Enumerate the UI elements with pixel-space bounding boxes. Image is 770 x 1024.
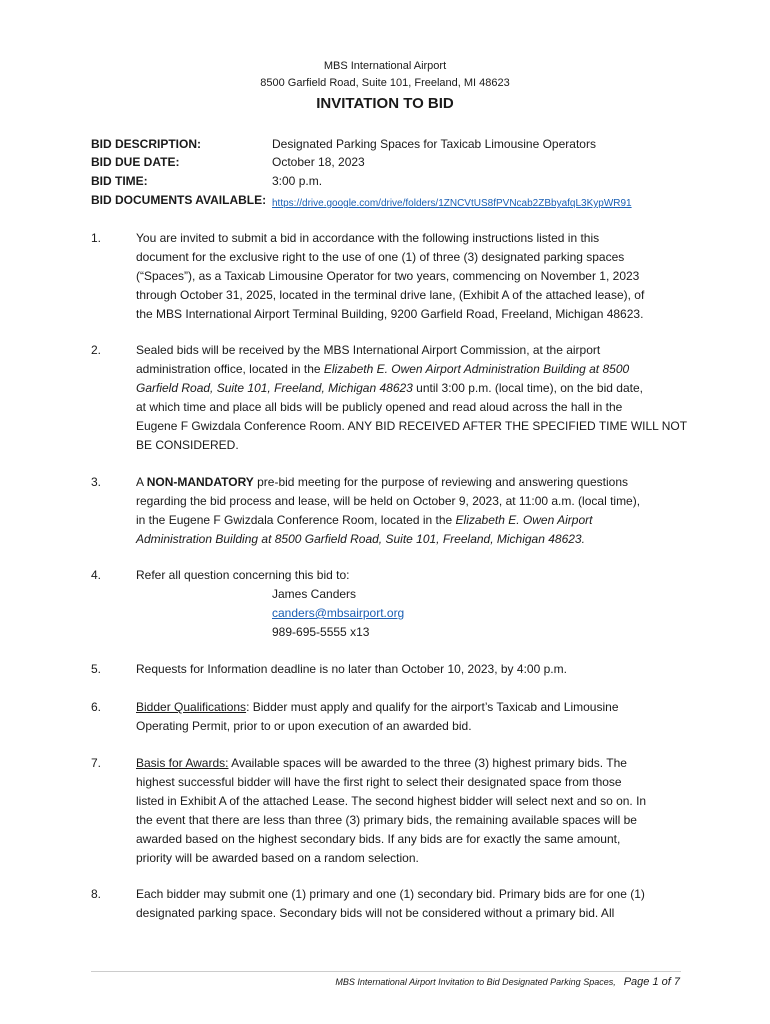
bid-description-value: Designated Parking Spaces for Taxicab Limousine Operators <box>272 137 596 151</box>
org-address: 8500 Garfield Road, Suite 101, Freeland, MI 48623 <box>260 77 510 89</box>
item-2-text: until 3:00 p.m. (local time), on the bid date, <box>412 380 643 395</box>
item-6-underlined-text: Bidder Qualifications <box>136 700 247 714</box>
item-8-line: Each bidder may submit one (1) primary and one (1) secondary bid. Primary bids are for one (1) <box>136 887 645 901</box>
item-7-line: awarded based on the highest secondary bids. If any bids are for exactly the same amount, <box>136 831 621 846</box>
item-4-number: 4. <box>91 568 102 582</box>
bid-documents-link[interactable]: https://drive.google.com/drive/folders/1ZNCVtUS8fPVNcab2ZBbyafqL3KypWR91 <box>272 198 632 209</box>
item-3-bold-text: NON-MANDATORY <box>146 475 254 489</box>
item-3-line <box>136 473 684 492</box>
item-6-paragraph <box>136 698 684 736</box>
item-4-paragraph <box>136 566 684 585</box>
item-8-line: designated parking space. Secondary bids will not be considered without a primary bid. All <box>136 905 615 920</box>
item-7-line: the event that there are less than three (3) primary bids, the remaining available spaces will be <box>136 812 637 827</box>
item-3-line <box>136 530 684 549</box>
page-number: Page 1 of 7 <box>623 976 680 988</box>
org-name: MBS International Airport <box>323 60 447 72</box>
item-3-text: A <box>136 475 147 489</box>
item-1-paragraph <box>136 229 684 324</box>
item-3-text: pre-bid meeting for the purpose of reviewing and answering questions <box>253 475 629 489</box>
item-2-number: 2. <box>91 343 102 357</box>
item-2-paragraph <box>136 341 688 454</box>
contact-name: James Canders <box>272 587 357 601</box>
item-2-line: Sealed bids will be received by the MBS International Airport Commission, at the airport <box>136 343 601 357</box>
bid-time-value: 3:00 p.m. <box>272 174 323 188</box>
item-7-number: 7. <box>91 756 102 770</box>
item-3-italic-text: Elizabeth E. Owen Airport <box>455 512 593 527</box>
footer-text: MBS International Airport Invitation to Bid Designated Parking Spaces, <box>335 977 616 987</box>
item-5-paragraph <box>136 660 684 679</box>
item-8-number: 8. <box>91 887 102 901</box>
contact-email-link[interactable]: canders@mbsairport.org <box>272 605 405 620</box>
bid-documents-link-wrap <box>272 195 632 209</box>
item-1-number: 1. <box>91 231 102 245</box>
item-2-text: administration office, located in the <box>136 361 324 376</box>
bid-due-date-value: October 18, 2023 <box>272 155 365 169</box>
item-7-line <box>136 754 684 773</box>
item-7-line: highest successful bidder will have the first right to select their designated space from those <box>136 774 622 789</box>
item-7-text: Available spaces will be awarded to the three (3) highest primary bids. The <box>228 756 627 770</box>
contact-block <box>272 585 404 642</box>
item-5-line: Requests for Information deadline is no later than October 10, 2023, by 4:00 p.m. <box>136 662 567 676</box>
item-2-line: Eugene F Gwizdala Conference Room. ANY BID RECEIVED AFTER THE SPECIFIED TIME WILL NOT <box>136 418 688 433</box>
item-6-line <box>136 698 684 717</box>
item-1-line: through October 31, 2025, located in the terminal drive lane, (Exhibit A of the attached lease), of <box>136 287 645 302</box>
item-8-paragraph <box>136 885 684 923</box>
item-3-line <box>136 511 684 530</box>
item-1-line: document for the exclusive right to the use of one (1) of three (3) designated parking spaces <box>136 249 625 264</box>
item-2-line: BE CONSIDERED. <box>136 437 239 452</box>
bid-description-label: BID DESCRIPTION: <box>91 137 202 151</box>
item-7-line: listed in Exhibit A of the attached Lease. The second highest bidder will select next and so on. In <box>136 793 647 808</box>
item-7-paragraph <box>136 754 684 867</box>
item-3-paragraph <box>136 473 684 549</box>
item-1-line: You are invited to submit a bid in accordance with the following instructions listed in this <box>136 231 600 245</box>
item-1-line: the MBS International Airport Terminal Building, 9200 Garfield Road, Freeland, Michigan 48623. <box>136 306 644 321</box>
item-4-line: Refer all question concerning this bid to: <box>136 568 350 582</box>
item-7-underlined-text: Basis for Awards: <box>136 756 229 770</box>
item-2-line: at which time and place all bids will be publicly opened and read aloud across the hall in the <box>136 399 623 414</box>
item-6-number: 6. <box>91 700 102 714</box>
item-3-text: in the Eugene F Gwizdala Conference Room, located in the <box>136 512 456 527</box>
item-1-line: (“Spaces”), as a Taxicab Limousine Operator for two years, commencing on November 1, 2023 <box>136 268 640 283</box>
item-3-line: regarding the bid process and lease, will be held on October 9, 2023, at 11:00 a.m. (local time), <box>136 493 641 508</box>
item-2-line <box>136 379 684 398</box>
item-5-number: 5. <box>91 662 102 676</box>
page-title: INVITATION TO BID <box>316 95 454 112</box>
item-6-line: Operating Permit, prior to or upon execution of an awarded bid. <box>136 718 472 733</box>
bid-due-date-label: BID DUE DATE: <box>91 155 180 169</box>
contact-phone: 989-695-5555 x13 <box>272 624 370 639</box>
item-2-italic-text: Garfield Road, Suite 101, Freeland, Michigan 48623 <box>136 380 413 395</box>
item-6-text: : Bidder must apply and qualify for the airport’s Taxicab and Limousine <box>246 700 619 714</box>
bid-time-label: BID TIME: <box>91 174 148 188</box>
bid-documents-label: BID DOCUMENTS AVAILABLE: <box>91 193 267 207</box>
item-7-line: priority will be awarded based on a random selection. <box>136 850 419 865</box>
item-3-number: 3. <box>91 475 102 489</box>
footer-divider <box>91 971 681 972</box>
item-3-italic-text: Administration Building at 8500 Garfield Road, Suite 101, Freeland, Michigan 48623. <box>136 531 585 546</box>
item-2-italic-text: Elizabeth E. Owen Airport Administration Building at 8500 <box>323 361 630 376</box>
page-footer <box>335 976 680 988</box>
item-2-line <box>136 360 684 379</box>
